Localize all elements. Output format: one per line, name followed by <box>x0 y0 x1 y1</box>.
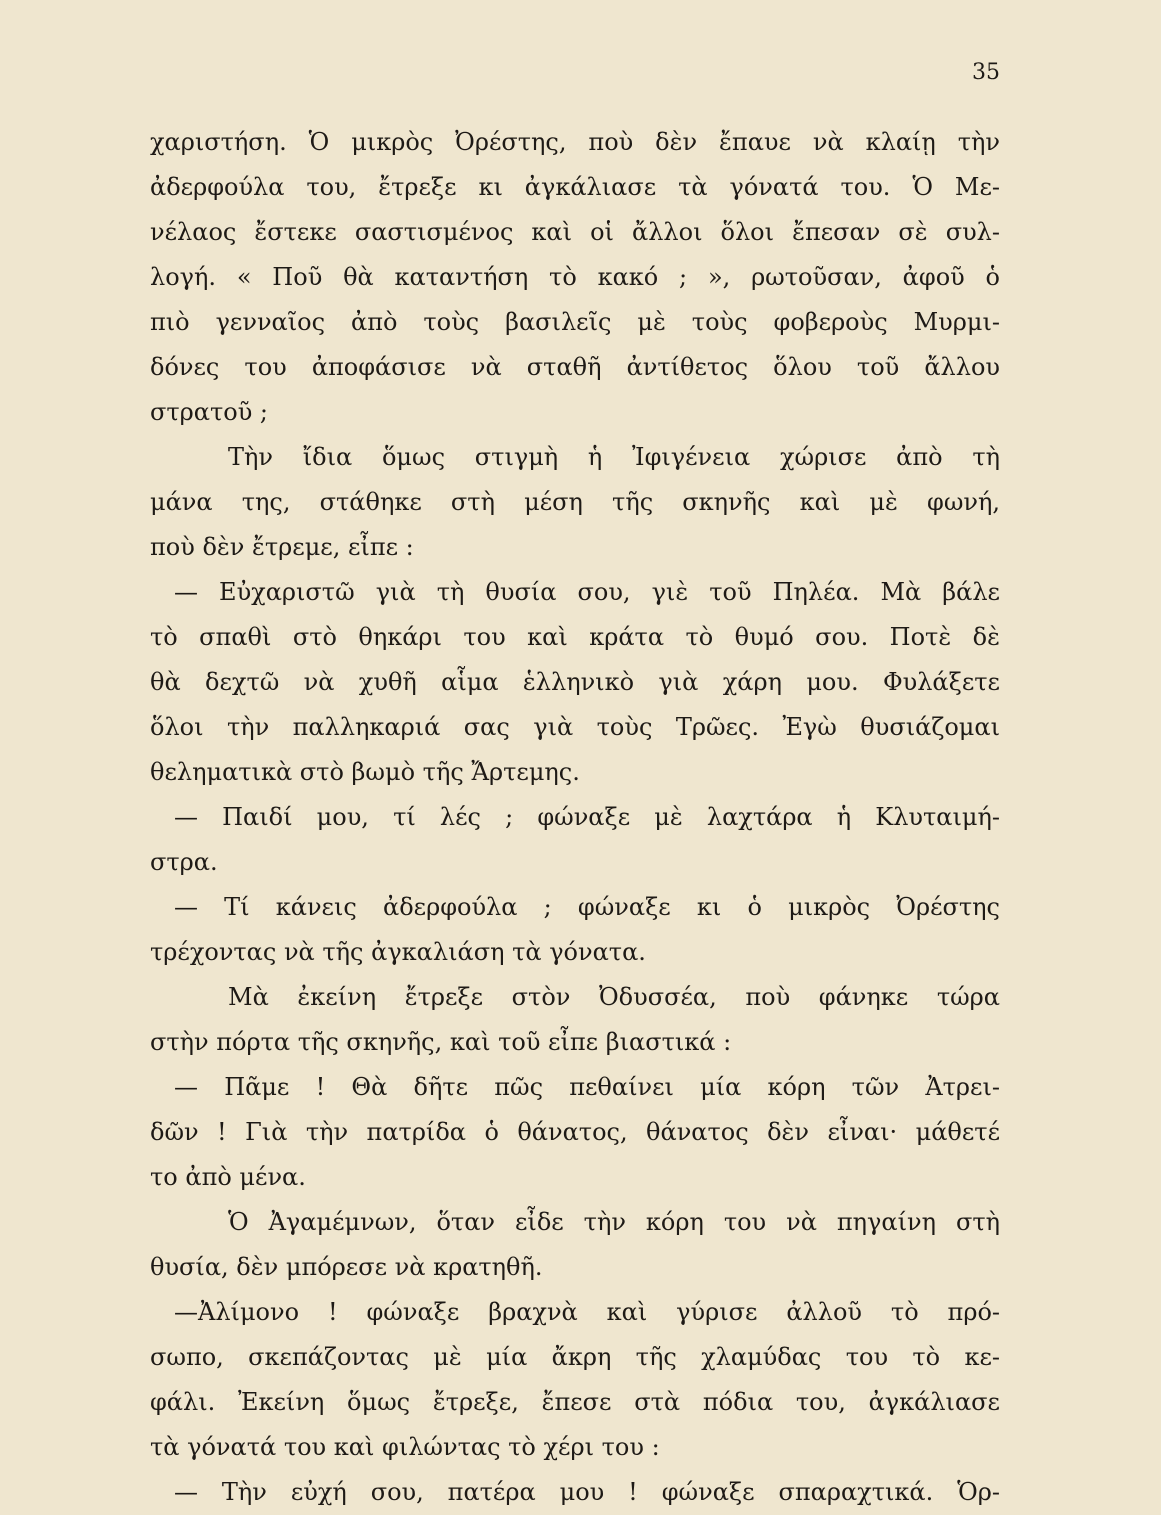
text-line: Τὴν ἴδια ὅμως στιγμὴ ἡ Ἰφιγένεια χώρισε ἀπὸ τὴ <box>228 443 1000 471</box>
text-line: δῶν ! Γιὰ τὴν πατρίδα ὁ θάνατος, θάνατος δὲν εἶναι· μάθετέ <box>150 1118 1000 1146</box>
text-line: στρατοῦ ; <box>150 398 269 426</box>
text-line: ὅλοι τὴν παλληκαριά σας γιὰ τοὺς Τρῶες. Ἐγὼ θυσιάζομαι <box>150 713 1000 741</box>
text-line: χαριστήση. Ὁ μικρὸς Ὀρέστης, ποὺ δὲν ἔπαυε νὰ κλαίῃ τὴν <box>150 128 1000 156</box>
page-number: 35 <box>972 60 1000 85</box>
text-line: — Τί κάνεις ἀδερφούλα ; φώναξε κι ὁ μικρὸς Ὀρέστης <box>174 893 1000 921</box>
text-line: τρέχοντας νὰ τῆς ἀγκαλιάση τὰ γόνατα. <box>150 938 646 966</box>
text-line: — Τὴν εὐχή σου, πατέρα μου ! φώναξε σπαραχτικά. Ὁρ- <box>174 1478 1000 1506</box>
text-line: — Εὐχαριστῶ γιὰ τὴ θυσία σου, γιὲ τοῦ Πηλέα. Μὰ βάλε <box>174 578 1000 606</box>
text-line: σωπο, σκεπάζοντας μὲ μία ἄκρη τῆς χλαμύδας του τὸ κε- <box>150 1343 1000 1371</box>
text-line: μάνα της, στάθηκε στὴ μέση τῆς σκηνῆς καὶ μὲ φωνή, <box>150 488 1000 516</box>
body-text <box>150 120 1000 1515</box>
text-line: λογή. « Ποῦ θὰ καταντήση τὸ κακό ; », ρωτοῦσαν, ἀφοῦ ὁ <box>150 263 1000 291</box>
text-line: τὰ γόνατά του καὶ φιλώντας τὸ χέρι του : <box>150 1433 660 1461</box>
text-line: ποὺ δὲν ἔτρεμε, εἶπε : <box>150 533 414 561</box>
text-line: φάλι. Ἐκείνη ὅμως ἔτρεξε, ἔπεσε στὰ πόδια του, ἀγκάλιασε <box>150 1388 1000 1416</box>
text-line: — Πᾶμε ! Θὰ δῆτε πῶς πεθαίνει μία κόρη τῶν Ἀτρει- <box>174 1073 1000 1101</box>
text-line: πιὸ γενναῖος ἀπὸ τοὺς βασιλεῖς μὲ τοὺς φοβεροὺς Μυρμι- <box>150 308 1000 336</box>
text-line: δόνες του ἀποφάσισε νὰ σταθῆ ἀντίθετος ὅλου τοῦ ἄλλου <box>150 353 1000 381</box>
text-line: το ἀπὸ μένα. <box>150 1163 306 1191</box>
text-line: Μὰ ἐκείνη ἔτρεξε στὸν Ὀδυσσέα, ποὺ φάνηκε τώρα <box>228 983 1000 1011</box>
text-line: —Ἀλίμονο ! φώναξε βραχνὰ καὶ γύρισε ἀλλοῦ τὸ πρό- <box>174 1298 1000 1326</box>
text-line: — Παιδί μου, τί λές ; φώναξε μὲ λαχτάρα ἡ Κλυταιμή- <box>174 803 1000 831</box>
text-line: στρα. <box>150 848 218 876</box>
text-line: ἀδερφούλα του, ἔτρεξε κι ἀγκάλιασε τὰ γόνατά του. Ὁ Με- <box>150 173 1000 201</box>
text-line: θὰ δεχτῶ νὰ χυθῆ αἷμα ἑλληνικὸ γιὰ χάρη μου. Φυλάξετε <box>150 668 1000 696</box>
text-line: νέλαος ἔστεκε σαστισμένος καὶ οἱ ἄλλοι ὅλοι ἔπεσαν σὲ συλ- <box>150 218 1000 246</box>
text-line: στὴν πόρτα τῆς σκηνῆς, καὶ τοῦ εἶπε βιαστικά : <box>150 1028 732 1056</box>
text-line: θυσία, δὲν μπόρεσε νὰ κρατηθῆ. <box>150 1253 543 1281</box>
text-line: τὸ σπαθὶ στὸ θηκάρι του καὶ κράτα τὸ θυμό σου. Ποτὲ δὲ <box>150 623 1000 651</box>
text-line: Ὁ Ἀγαμέμνων, ὅταν εἶδε τὴν κόρη του νὰ πηγαίνη στὴ <box>228 1208 1000 1236</box>
text-line: θεληματικὰ στὸ βωμὸ τῆς Ἄρτεμης. <box>150 758 580 786</box>
